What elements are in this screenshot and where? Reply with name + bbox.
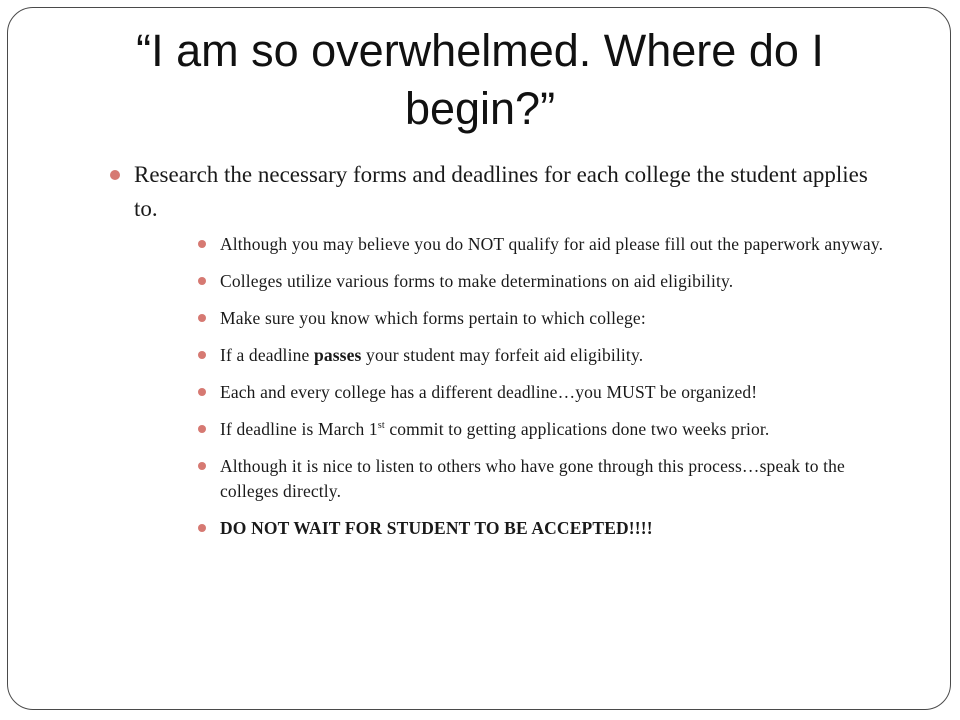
- bullet-dot-icon: [198, 524, 206, 532]
- main-bullet: [106, 158, 896, 226]
- bullet-dot-icon: [198, 462, 206, 470]
- ordinal-superscript: st: [377, 420, 385, 432]
- bullet-dot-icon: [198, 388, 206, 396]
- bullet-dot-icon: [110, 170, 120, 180]
- bullet-dot-icon: [198, 240, 206, 248]
- sub-bullet-text: Although you may believe you do NOT qualify for aid please fill out the paperwork anyway.: [220, 234, 884, 254]
- sub-bullet-text-bold: passes: [313, 345, 362, 365]
- sub-bullet-passes: [192, 343, 896, 368]
- main-bullet-text: Research the necessary forms and deadlines for each college the student applies to.: [134, 162, 868, 221]
- sub-bullet-forms: [192, 269, 896, 294]
- bullet-dot-icon: [198, 314, 206, 322]
- bullet-dot-icon: [198, 277, 206, 285]
- sub-bullet-text: Each and every college has a different deadline…you MUST be organized!: [220, 382, 758, 402]
- sub-bullet-text-pre: If deadline is March 1: [220, 419, 378, 439]
- sub-bullet-listen: [192, 454, 896, 504]
- sub-bullet-text-pre: If a deadline: [220, 345, 314, 365]
- sub-bullet-which: [192, 306, 896, 331]
- sub-bullet-wait: [192, 516, 896, 541]
- sub-bullet-march: [192, 417, 896, 442]
- sub-bullet-text: Make sure you know which forms pertain to which college:: [220, 308, 646, 328]
- sub-bullet-text: Although it is nice to listen to others who have gone through this process…speak to the colleges directly.: [220, 456, 845, 501]
- sub-bullet-organized: [192, 380, 896, 405]
- bullet-dot-icon: [198, 351, 206, 359]
- sub-bullet-text: DO NOT WAIT FOR STUDENT TO BE ACCEPTED!!!!: [220, 518, 653, 538]
- slide-body: [106, 158, 896, 553]
- sub-bullet-text: Colleges utilize various forms to make determinations on aid eligibility.: [220, 271, 734, 291]
- bullet-dot-icon: [198, 425, 206, 433]
- sub-bullet-text-post: commit to getting applications done two weeks prior.: [384, 419, 770, 439]
- sub-bullet-qualify: [192, 232, 896, 257]
- slide-title: “I am so overwhelmed. Where do I begin?”: [136, 25, 824, 134]
- sub-bullet-text-post: your student may forfeit aid eligibility.: [361, 345, 644, 365]
